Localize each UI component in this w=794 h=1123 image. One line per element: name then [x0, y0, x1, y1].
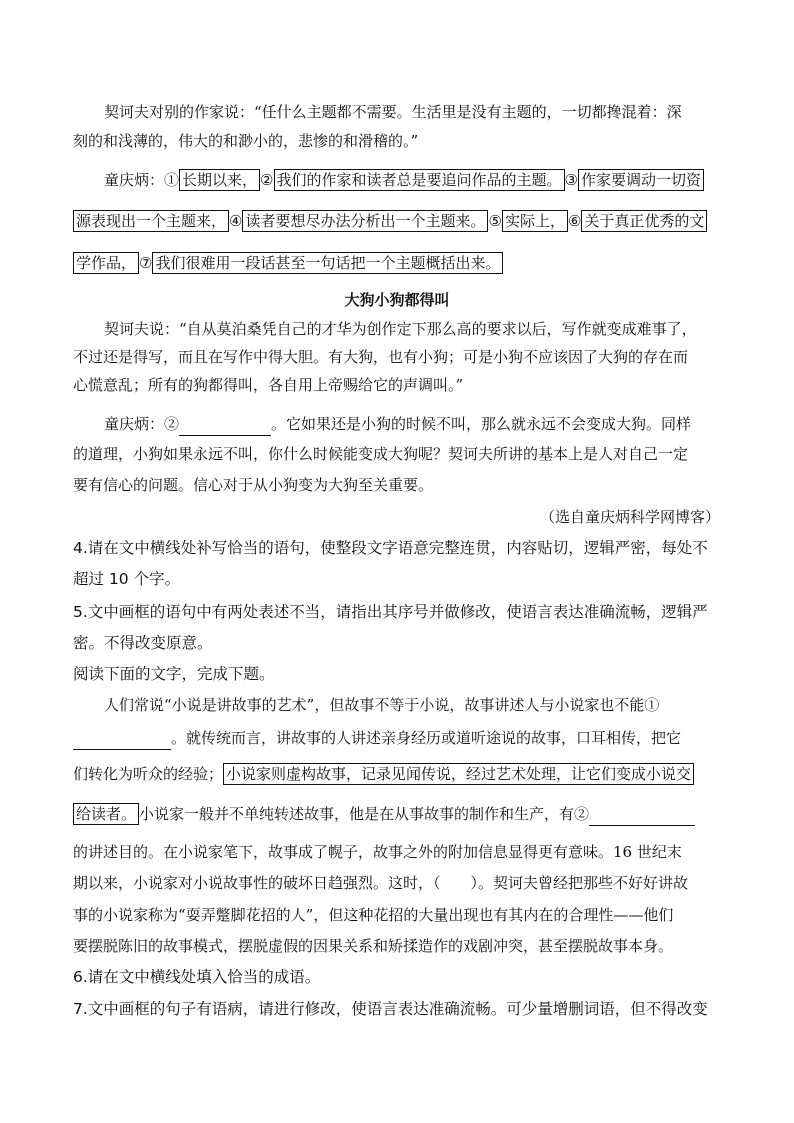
answer-blank-2 — [179, 413, 271, 436]
sentence-number-3: ③ — [564, 171, 578, 189]
question-7: 7.文中画框的句子有语病，请进行修改，使语言表达准确流畅。可少量增删词语，但不得改变 — [73, 1000, 708, 1018]
sentence-number-2: ② — [260, 171, 274, 189]
answer-blank-2b — [589, 803, 695, 826]
paragraph-chekhov-dogs-line2: 不过还是得写，而且在写作中得大胆。有大狗，也有小狗；可是小狗不应该因了大狗的存在而 — [73, 348, 689, 366]
paragraph-novel-line5: 的讲述目的。在小说家笔下，故事成了幌子，故事之外的附加信息显得更有意味。16 世纪末 — [73, 843, 682, 861]
boxed-sentence-7: 我们很难用一段话甚至一句话把一个主题概括出来。 — [152, 252, 503, 274]
speaker-label-2: 童庆炳：② — [104, 415, 180, 433]
paragraph-novel-line3 — [73, 763, 694, 785]
paragraph-chekhov-theme-line2: 刻的和浅薄的，伟大的和渺小的，悲惨的和滑稽的。” — [73, 132, 419, 150]
paragraph-novel-line2-rest: 。就传统而言，讲故事的人讲述亲身经历或道听途说的故事，口耳相传，把它 — [171, 729, 682, 747]
boxed-sentence-6b: 学作品， — [73, 252, 139, 274]
boxed-passage-line2 — [73, 210, 707, 232]
boxed-sentence-2: 我们的作家和读者总是要追问作品的主题。 — [274, 169, 565, 191]
answer-blank-1 — [73, 727, 171, 750]
question-5-line2: 密。不得改变原意。 — [73, 634, 213, 652]
boxed-passage-line3 — [73, 252, 503, 274]
paragraph-novel-line7: 事的小说家称为“耍弄蹩脚花招的人”，但这种花招的大量出现也有其内在的合理性——他们 — [73, 906, 674, 924]
question-5-line1: 5.文中画框的语句中有两处表述不当，请指出其序号并做修改，使语言表达准确流畅，逻辑严 — [73, 603, 708, 621]
source-note: （选自童庆炳科学网博客） — [539, 508, 720, 526]
sentence-number-1: ① — [164, 171, 180, 189]
question-6: 6.请在文中横线处填入恰当的成语。 — [73, 968, 321, 986]
paragraph-tong-line1 — [104, 413, 691, 436]
boxed-sentence-novel-a: 小说家则虚构故事，记录见闻传说，经过艺术处理，让它们变成小说交 — [223, 763, 694, 785]
paragraph-novel-line1: 人们常说“小说是讲故事的艺术”，但故事不等于小说，故事讲述人与小说家也不能① — [104, 696, 660, 714]
paragraph-novel-line8: 要摆脱陈旧的故事模式，摆脱虚假的因果关系和矫揉造作的戏剧冲突，甚至摆脱故事本身。 — [73, 937, 674, 955]
question-4-line2: 超过 10 个字。 — [73, 570, 181, 588]
paragraph-novel-line4-rest: 小说家一般并不单纯转述故事，他是在从事故事的制作和生产，有② — [139, 805, 590, 823]
paragraph-tong-line2: 的道理，小狗如果永远不叫，你什么时候能变成大狗呢？契诃夫所讲的基本上是人对自己一定 — [73, 445, 689, 463]
sentence-number-5: ⑤ — [488, 212, 502, 230]
paragraph-novel-line6: 期以来，小说家对小说故事性的破坏日趋强烈。这时，（ ）。契诃夫曾经把那些不好好讲故 — [73, 874, 689, 892]
paragraph-chekhov-theme-line1: 契诃夫对别的作家说：“任什么主题都不需要。生活里是没有主题的，一切都搀混着：深 — [104, 103, 682, 121]
boxed-sentence-novel-b: 给读者。 — [73, 803, 139, 825]
paragraph-tong-line3: 要有信心的问题。信心对于从小狗变为大狗至关重要。 — [73, 476, 434, 494]
sentence-number-4: ④ — [229, 212, 243, 230]
paragraph-novel-line2 — [73, 727, 681, 750]
sentence-number-6: ⑥ — [567, 212, 582, 230]
paragraph-novel-line3-lead: 们转化为听众的经验； — [73, 765, 224, 783]
boxed-sentence-5: 实际上， — [502, 210, 568, 232]
reading-instruction: 阅读下面的文字，完成下题。 — [73, 665, 275, 683]
boxed-sentence-4: 读者要想尽办法分析出一个主题来。 — [242, 210, 488, 232]
boxed-passage-line1 — [104, 169, 704, 191]
question-4-line1: 4.请在文中横线处补写恰当的语句，使整段文字语意完整连贯，内容贴切，逻辑严密，每处不 — [73, 539, 708, 557]
speaker-label: 童庆炳： — [104, 171, 165, 189]
sentence-number-7: ⑦ — [139, 254, 153, 272]
article-title: 大狗小狗都得叫 — [344, 291, 450, 309]
paragraph-tong-line1-rest: 。它如果还是小狗的时候不叫，那么就永远不会变成大狗。同样 — [271, 415, 692, 433]
paragraph-chekhov-dogs-line3: 心慌意乱；所有的狗都得叫，各自用上帝赐给它的声调叫。” — [73, 376, 464, 394]
paragraph-chekhov-dogs-line1: 契诃夫说：“自从莫泊桑凭自己的才华为创作定下那么高的要求以后，写作就变成难事了， — [104, 320, 697, 338]
boxed-sentence-3b: 源表现出一个主题来， — [73, 210, 229, 232]
boxed-sentence-1: 长期以来， — [179, 169, 260, 191]
boxed-sentence-3a: 作家要调动一切资 — [578, 169, 704, 191]
paragraph-novel-line4 — [73, 803, 695, 826]
boxed-sentence-6a: 关于真正优秀的文 — [581, 210, 707, 232]
